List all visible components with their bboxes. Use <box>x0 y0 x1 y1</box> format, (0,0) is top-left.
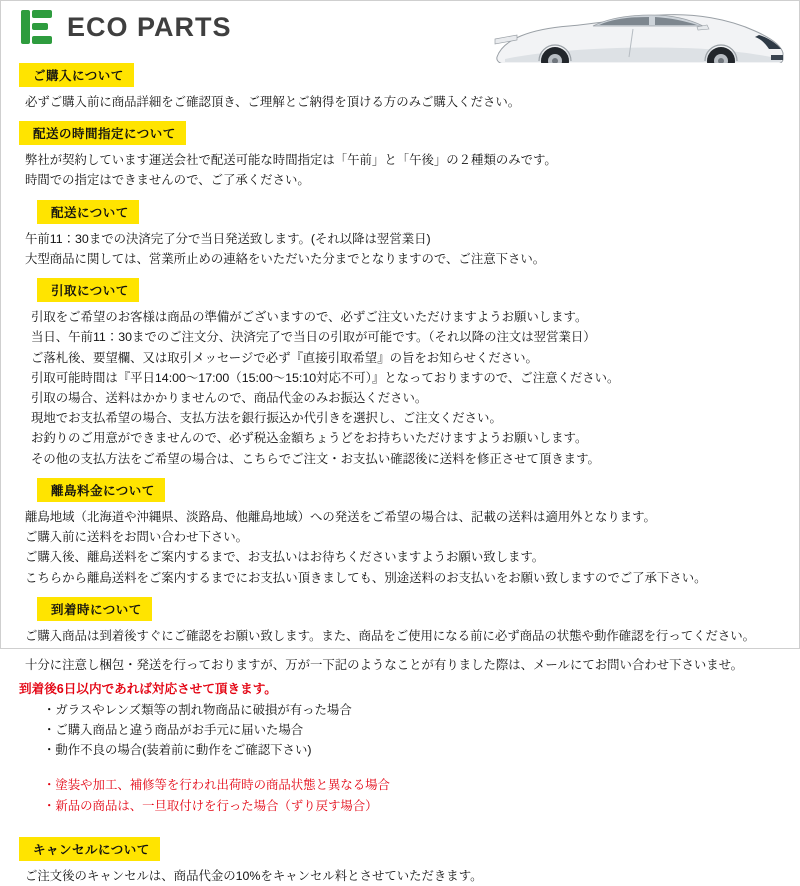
section-island-fee <box>1 478 799 588</box>
section-pickup-line-1: 当日、午前11：30までのご注文分、決済完了で当日の引取が可能です。（それ以降の注文は翌営業日） <box>31 330 596 345</box>
section-arrival-bullet-1: ・ご購入商品と違う商品がお手元に届いた場合 <box>43 723 304 737</box>
section-pickup-line-5: 現地でお支払希望の場合、支払方法を銀行振込か代引きを選択し、ご注文ください。 <box>31 411 502 426</box>
section-cancel-line-0: ご注文後のキャンセルは、商品代金の10%をキャンセル料とさせていただきます。 <box>25 868 483 883</box>
section-heading-arrival: 到着時について <box>37 597 152 621</box>
section-pickup-line-6: お釣りのご用意ができませんので、必ず税込金額ちょうどをお持ちいただけますようお願いします。 <box>31 431 588 446</box>
section-heading-delivery: 配送について <box>37 200 139 224</box>
page-header <box>1 1 799 63</box>
section-pickup-line-0: 引取をご希望のお客様は商品の準備がございますので、必ずご注文いただけますようお願いします。 <box>31 310 588 325</box>
section-island-fee-line-3: こちらから離島送料をご案内するまでにお支払い頂きましても、別途送料のお支払いをお願い致しますのでご了承下さい。 <box>25 570 707 585</box>
section-purchase <box>1 63 799 112</box>
section-delivery-time-line-1: 時間での指定はできませんので、ご了承ください。 <box>25 173 310 188</box>
section-pickup-line-7: その他の支払方法をご希望の場合は、こちらでご注文・お支払い確認後に送料を修正させて頂きます。 <box>31 451 600 466</box>
section-heading-pickup: 引取について <box>37 278 139 302</box>
section-island-fee-line-0: 離島地域（北海道や沖縄県、淡路島、他離島地域）への発送をご希望の場合は、記載の送料は適用外となります。 <box>25 509 656 524</box>
section-delivery-line-1: 大型商品に関しては、営業所止めの連絡をいただいた分までとなりますので、ご注意下さい。 <box>25 251 546 266</box>
section-arrival-bullet-0: ・ガラスやレンズ類等の割れ物商品に破損が有った場合 <box>43 702 352 717</box>
section-arrival <box>1 597 799 826</box>
section-heading-island-fee: 離島料金について <box>37 478 165 502</box>
section-arrival-red-bullet-0: ・塗装や加工、補修等を行われ出荷時の商品状態と異なる場合 <box>43 778 390 793</box>
white-sports-car-image <box>483 1 793 63</box>
section-pickup <box>1 278 799 469</box>
section-arrival-bullet-2: ・動作不良の場合(装着前に動作をご確認下さい) <box>43 743 312 758</box>
eco-parts-logo-icon <box>19 7 59 47</box>
section-delivery-line-0: 午前11：30までの決済完了分で当日発送致します。(それ以降は翌営業日) <box>25 231 431 246</box>
section-island-fee-line-1: ご購入前に送料をお問い合わせ下さい。 <box>25 530 249 545</box>
section-pickup-line-3: 引取可能時間は『平日14:00〜17:00（15:00〜15:10対応不可）』となっておりますので、ご注意ください。 <box>31 370 620 385</box>
section-pickup-line-4: 引取の場合、送料はかかりませんので、商品代金のみお振込ください。 <box>31 390 428 405</box>
section-delivery <box>1 200 799 269</box>
section-purchase-line-0: 必ずご購入前に商品詳細をご確認頂き、ご理解とご納得を頂ける方のみご購入ください。 <box>25 95 521 109</box>
section-pickup-line-2: ご落札後、要望欄、又は取引メッセージで必ず『直接引取希望』の旨をお知らせください。 <box>31 350 538 365</box>
section-arrival-line-0: ご購入商品は到着後すぐにご確認をお願い致します。また、商品をご使用になる前に必ず商品の状態や動作確認を行ってください。 <box>25 628 756 643</box>
section-arrival-red-bullet-1: ・新品の商品は、一旦取付けを行った場合（ずり戻す場合） <box>43 798 378 813</box>
section-delivery-time-line-0: 弊社が契約しています運送会社で配送可能な時間指定は「午前」と「午後」の２種類のみです。 <box>25 153 557 168</box>
section-arrival-warning-6days: 到着後6日以内であれば対応させて頂きます。 <box>19 682 277 697</box>
section-arrival-line-2: 十分に注意し梱包・発送を行っておりますが、万が一下記のようなことが有りました際は、メールにてお問い合わせ下さいませ。 <box>25 657 744 672</box>
brand-name: ECO PARTS <box>67 11 232 42</box>
section-heading-delivery-time: 配送の時間指定について <box>19 121 186 145</box>
section-delivery-time <box>1 121 799 190</box>
section-cancel <box>1 837 799 886</box>
section-heading-purchase: ご購入について <box>19 63 134 87</box>
section-island-fee-line-2: ご購入後、離島送料をご案内するまで、お支払いはお待ちくださいますようお願い致します。 <box>25 550 545 565</box>
section-heading-cancel: キャンセルについて <box>19 837 160 861</box>
